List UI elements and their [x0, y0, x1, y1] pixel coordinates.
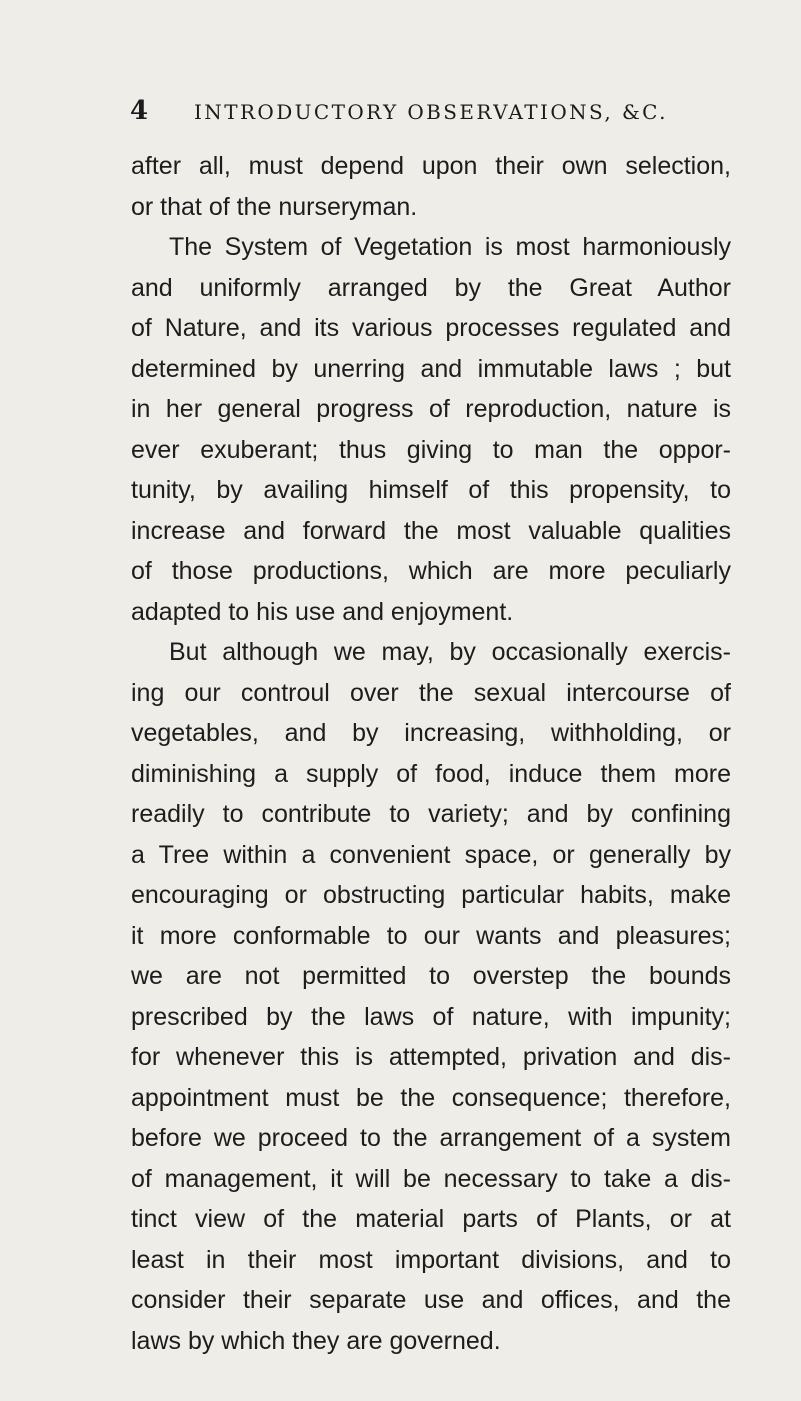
text-line: it more conformable to our wants and pleasures; — [131, 921, 731, 950]
text-line: But although we may, by occasionally exercis- — [169, 638, 731, 666]
text-line: of Nature, and its various processes regulated and — [131, 314, 731, 342]
text-line: determined by unerring and immutable laws ; but — [131, 354, 731, 383]
text-line: ing our controul over the sexual intercourse of — [131, 678, 731, 707]
page-header — [130, 96, 690, 136]
text-line: vegetables, and by increasing, withholding, or — [131, 719, 731, 747]
text-line: a Tree within a convenient space, or generally by — [131, 840, 731, 869]
text-line: tinct view of the material parts of Plants, or at — [131, 1205, 731, 1233]
text-line: least in their most important divisions, and to — [131, 1245, 731, 1274]
text-line: prescribed by the laws of nature, with impunity; — [131, 1002, 731, 1031]
text-line: laws by which they are governed. — [131, 1326, 501, 1355]
text-line: of those productions, which are more peculiarly — [131, 557, 731, 585]
text-line: The System of Vegetation is most harmoniously — [169, 233, 731, 261]
text-line: encouraging or obstructing particular habits, make — [131, 881, 731, 909]
text-line: of management, it will be necessary to take a dis- — [131, 1164, 731, 1193]
page-number: 4 — [130, 96, 149, 126]
text-line: readily to contribute to variety; and by confining — [131, 800, 731, 828]
text-line: appointment must be the consequence; therefore, — [131, 1083, 731, 1112]
text-line: ever exuberant; thus giving to man the oppor- — [131, 435, 731, 464]
text-line: before we proceed to the arrangement of a system — [131, 1124, 731, 1152]
text-line: tunity, by availing himself of this propensity, to — [131, 476, 731, 504]
text-line: increase and forward the most valuable qualities — [131, 516, 731, 545]
text-line: adapted to his use and enjoyment. — [131, 597, 514, 626]
body-text — [131, 146, 731, 1361]
text-line: diminishing a supply of food, induce them more — [131, 759, 731, 788]
text-line: or that of the nurseryman. — [131, 192, 418, 221]
text-line: in her general progress of reproduction, nature is — [131, 395, 731, 423]
text-line: consider their separate use and offices, and the — [131, 1286, 731, 1314]
text-line: and uniformly arranged by the Great Author — [131, 273, 731, 302]
running-head: INTRODUCTORY OBSERVATIONS, &C. — [194, 100, 668, 124]
text-line: we are not permitted to overstep the bounds — [131, 962, 731, 990]
text-line: after all, must depend upon their own selection, — [131, 152, 731, 180]
text-line: for whenever this is attempted, privation and dis- — [131, 1043, 731, 1071]
